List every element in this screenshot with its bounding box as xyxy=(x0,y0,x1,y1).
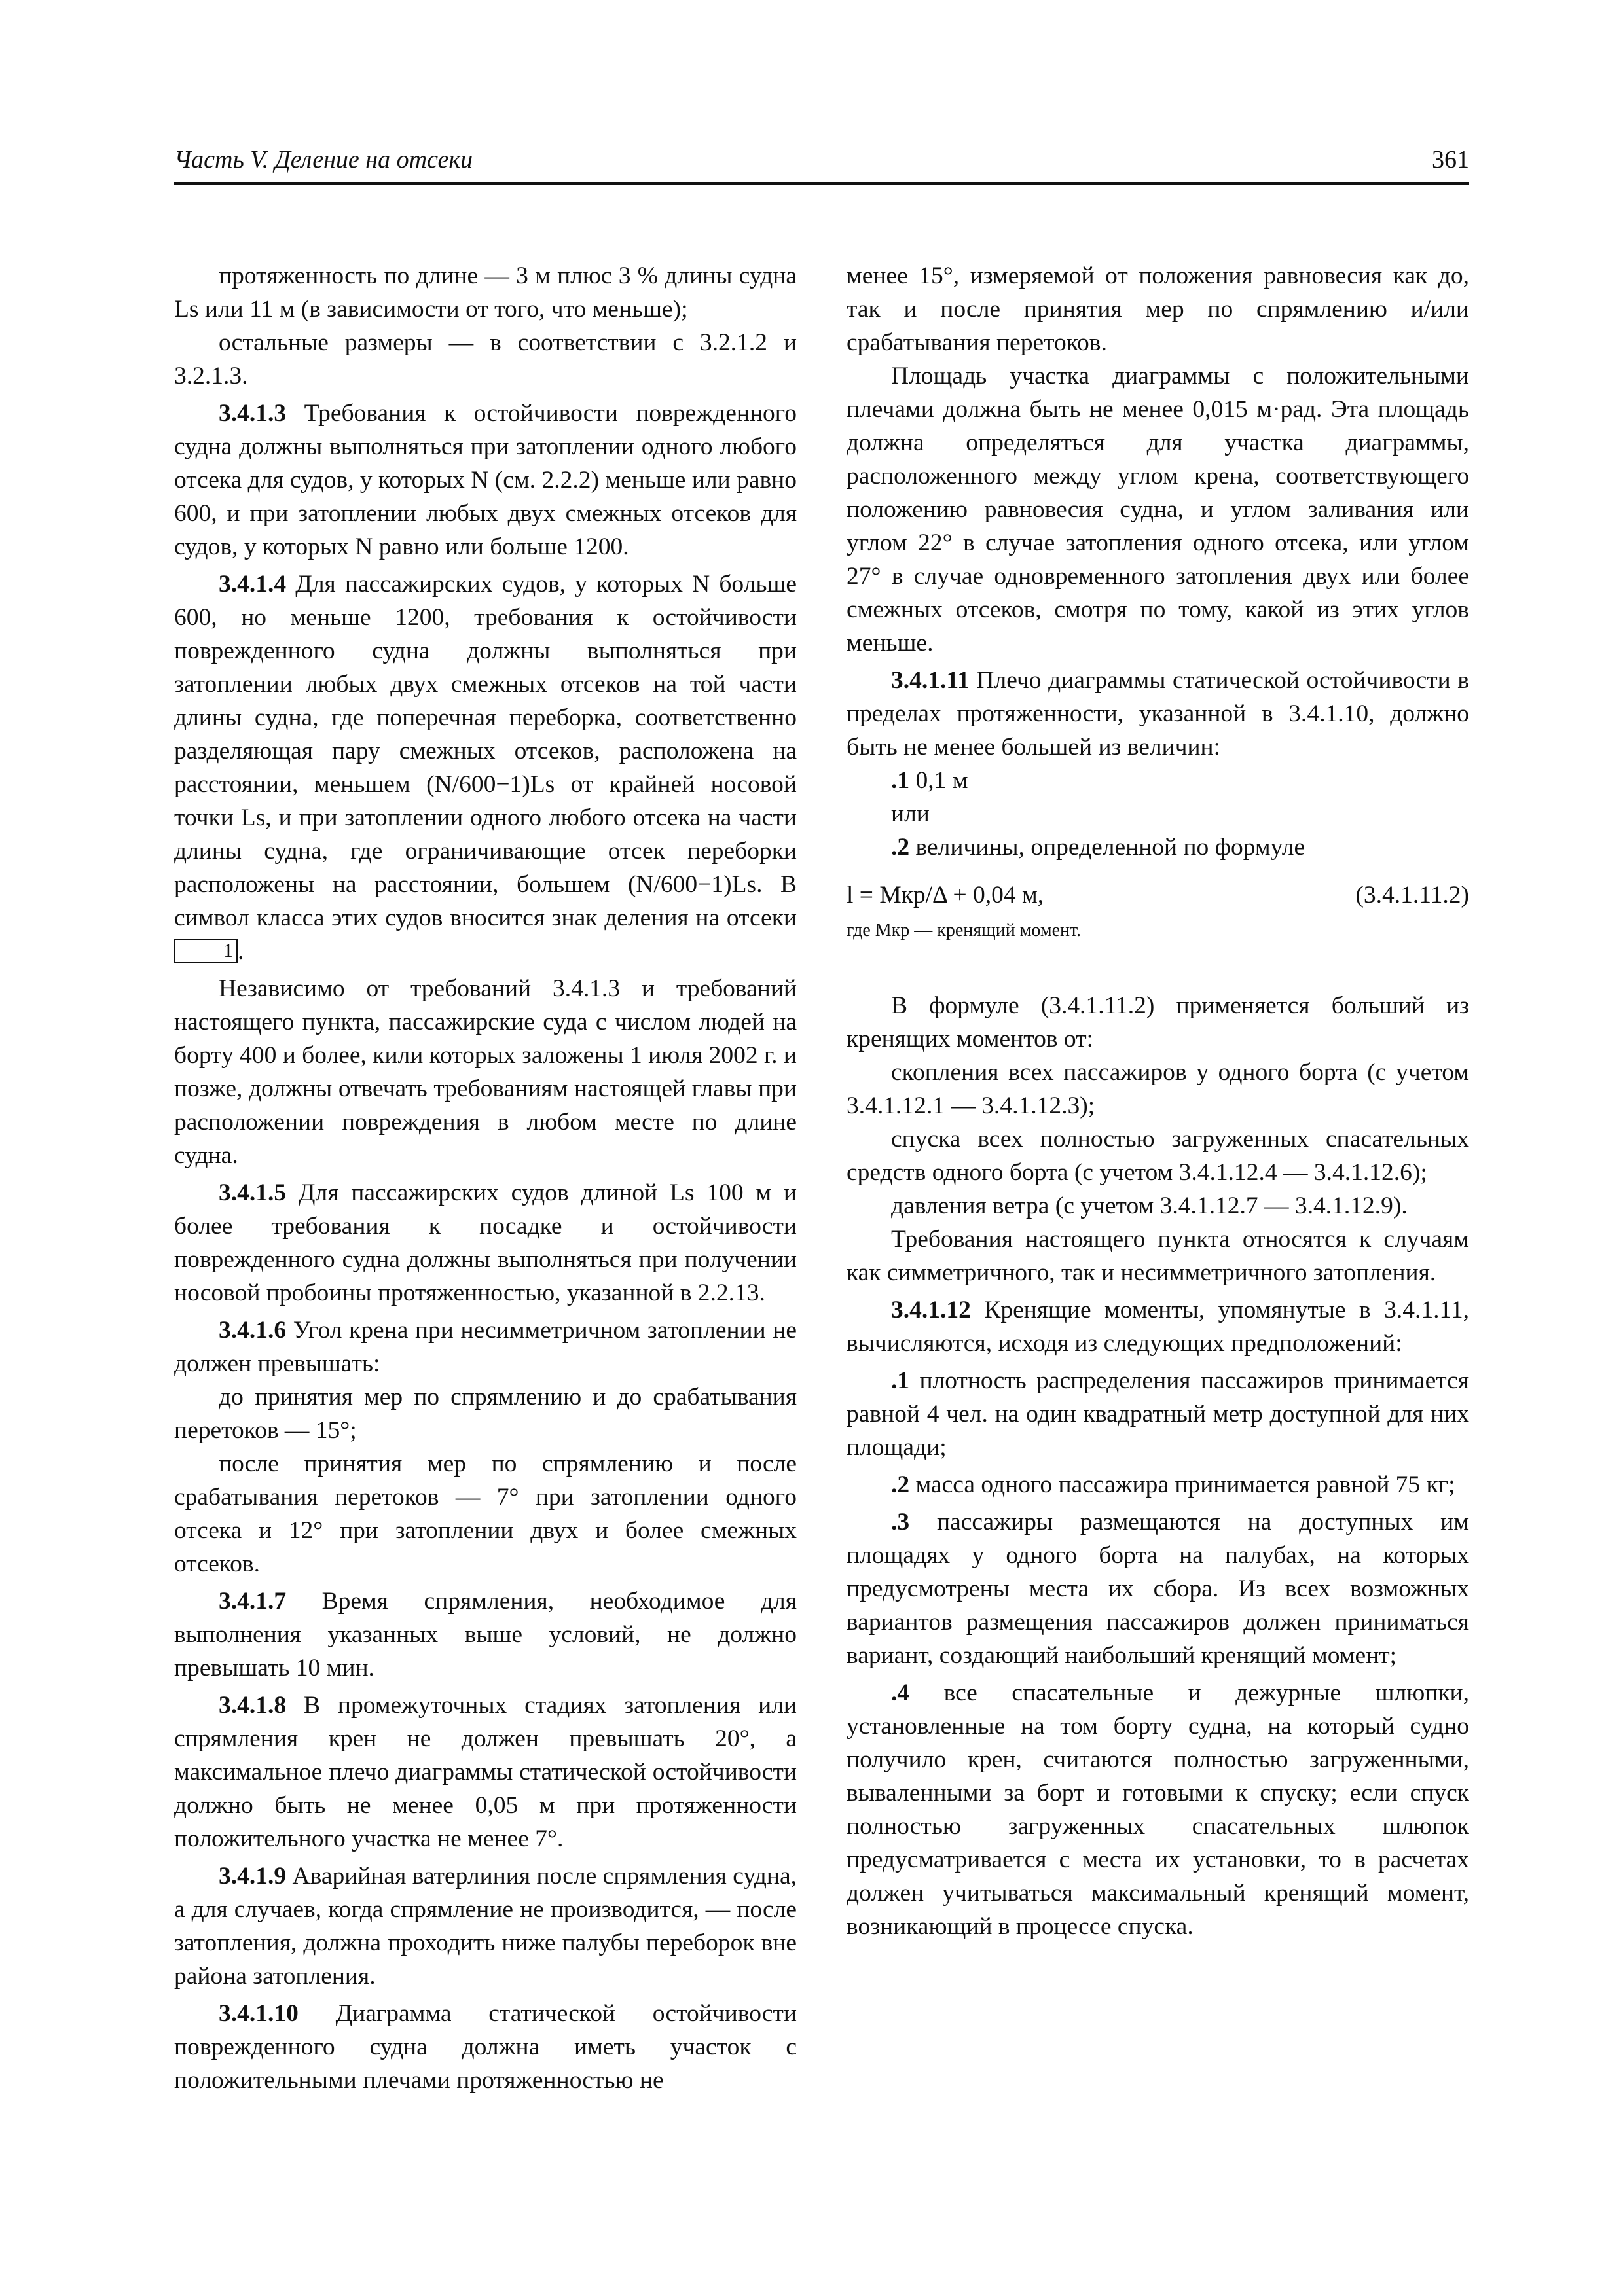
item-text: плотность распределения пассажиров принимается равной 4 чел. на один квадратный метр доступной для них площади; xyxy=(847,1367,1469,1461)
page-header xyxy=(174,145,1469,185)
section-3-4-1-5 xyxy=(174,1176,797,1310)
section-3-4-1-12 xyxy=(847,1293,1469,1360)
formula-label: (3.4.1.11.2) xyxy=(1355,882,1469,908)
formula xyxy=(847,878,1469,912)
section-number: 3.4.1.6 xyxy=(219,1317,287,1344)
paragraph: или xyxy=(891,800,930,827)
section-text: Плечо диаграммы статической остойчивости в пределах протяженности, указанной в 3.4.1.10, должно быть не менее большей из величин: xyxy=(847,667,1469,761)
item-text: 0,1 м xyxy=(909,767,968,794)
section-3-4-1-3 xyxy=(174,397,797,564)
section-number: 3.4.1.12 xyxy=(891,1297,971,1323)
formula-note: где Mкр — кренящий момент. xyxy=(847,920,1082,941)
paragraph: Площадь участка диаграммы с положительными плечами должна быть не менее 0,015 м·рад. Эта площадь должна определяться для участка диаграммы, расположенного между углом крена, соответствующего положению равновесия судна, и углом заливания или углом 22° в случае затопления одного отсека, или углом 27° в случае одновременного затопления двух или более смежных отсеков, смотря по тому, какой из этих углов меньше. xyxy=(847,363,1469,656)
list-item xyxy=(847,1505,1469,1672)
section-3-4-1-10 xyxy=(174,1997,797,2097)
paragraph: спуска всех полностью загруженных спасательных средств одного борта (с учетом 3.4.1.12.4 — 3.4.1.12.6); xyxy=(847,1126,1469,1186)
item-text: масса одного пассажира принимается равной 75 кг; xyxy=(909,1471,1455,1498)
item-number: .1 xyxy=(891,767,910,794)
section-number: 3.4.1.3 xyxy=(219,400,287,427)
section-text: Угол крена при несимметричном затоплении не должен превышать: xyxy=(174,1317,797,1377)
section-text-end: . xyxy=(238,938,244,965)
item-text: все спасательные и дежурные шлюпки, установленные на том борту судна, на который судно получило крен, считаются полностью загруженными, вываленными за борт и готовыми к спуску; если спуск полностью загруженных спасательных шлюпок предусматривается с места их установки, то в расчетах должен учитываться максимальный кренящий момент, возникающий в процессе спуска. xyxy=(847,1679,1469,1940)
paragraph: скопления всех пассажиров у одного борта (с учетом 3.4.1.12.1 — 3.4.1.12.3); xyxy=(847,1059,1469,1119)
paragraph: после принятия мер по спрямлению и после срабатывания перетоков — 7° при затоплении одного отсека и 12° при затоплении двух и более смежных отсеков. xyxy=(174,1450,797,1577)
paragraph: Независимо от требований 3.4.1.3 и требований настоящего пункта, пассажирские суда с числом людей на борту 400 и более, кили которых заложены 1 июля 2002 г. и позже, должны отвечать требованиям настоящей главы при расположении повреждения в любом месте по длине судна. xyxy=(174,975,797,1169)
item-number: .2 xyxy=(891,834,910,861)
paragraph: остальные размеры — в соответствии с 3.2.1.2 и 3.2.1.3. xyxy=(174,329,797,389)
right-column xyxy=(847,259,1469,1943)
section-3-4-1-9 xyxy=(174,1859,797,1993)
paragraph: давления ветра (с учетом 3.4.1.12.7 — 3.4.1.12.9). xyxy=(891,1193,1408,1219)
section-text: Требования к остойчивости поврежденного судна должны выполняться при затоплении одного любого отсека для судов, у которых N (см. 2.2.2) меньше или равно 600, и при затоплении любых двух смежных отсеков для судов, у которых N равно или больше 1200. xyxy=(174,400,797,560)
section-text: Аварийная ватерлиния после спрямления судна, а для случаев, когда спрямление не производится, — после затопления, должна проходить ниже палубы переборок вне района затопления. xyxy=(174,1863,797,1990)
paragraph: до принятия мер по спрямлению и до срабатывания перетоков — 15°; xyxy=(174,1384,797,1444)
section-text: Кренящие моменты, упомянутые в 3.4.1.11, вычисляются, исходя из следующих предположений: xyxy=(847,1297,1469,1357)
item-number: .2 xyxy=(891,1471,910,1498)
section-number: 3.4.1.8 xyxy=(219,1692,287,1719)
section-number: 3.4.1.10 xyxy=(219,2000,299,2027)
subdivision-mark: 1 xyxy=(174,939,238,963)
section-3-4-1-7 xyxy=(174,1585,797,1685)
item-text: пассажиры размещаются на доступных им площадях у одного борта на палубах, на которых предусмотрены места их сбора. Из всех возможных вариантов размещения пассажиров должен приниматься вариант, создающий наибольший кренящий момент; xyxy=(847,1509,1469,1669)
section-number: 3.4.1.7 xyxy=(219,1588,287,1615)
item-number: .3 xyxy=(891,1509,910,1535)
section-text: Время спрямления, необходимое для выполнения указанных выше условий, не должно превышать 10 мин. xyxy=(174,1588,797,1681)
section-number: 3.4.1.11 xyxy=(891,667,970,694)
list-item xyxy=(847,764,1469,797)
section-number: 3.4.1.5 xyxy=(219,1179,287,1206)
formula-expression: l = Mкр/Δ + 0,04 м, xyxy=(847,882,1044,908)
section-text: Для пассажирских судов длиной Ls 100 м и более требования к посадке и остойчивости поврежденного судна должны выполняться при получении носовой пробоины протяженностью, указанной в 2.2.13. xyxy=(174,1179,797,1306)
section-text: Диаграмма статической остойчивости поврежденного судна должна иметь участок с положительными плечами протяженностью не xyxy=(174,2000,797,2094)
list-item xyxy=(847,1468,1469,1501)
list-item xyxy=(847,831,1469,864)
paragraph: менее 15°, измеряемой от положения равновесия как до, так и после принятия мер по спрямлению и/или срабатывания перетоков. xyxy=(847,262,1469,356)
item-number: .1 xyxy=(891,1367,910,1394)
section-3-4-1-8 xyxy=(174,1689,797,1856)
list-item xyxy=(847,1676,1469,1943)
section-text: В промежуточных стадиях затопления или спрямления крен не должен превышать 20°, а максимальное плечо диаграммы статической остойчивости должно быть не менее 0,05 м при протяженности положительного участка не менее 7°. xyxy=(174,1692,797,1852)
section-number: 3.4.1.9 xyxy=(219,1863,287,1890)
item-text: величины, определенной по формуле xyxy=(909,834,1305,861)
section-number: 3.4.1.4 xyxy=(219,571,287,598)
paragraph: протяженность по длине — 3 м плюс 3 % длины судна Ls или 11 м (в зависимости от того, что меньше); xyxy=(174,262,797,323)
section-3-4-1-11 xyxy=(847,664,1469,764)
section-3-4-1-6 xyxy=(174,1314,797,1380)
section-text: Для пассажирских судов, у которых N больше 600, но меньше 1200, требования к остойчивости поврежденного судна должны выполняться при затоплении любых двух смежных отсеков на той части длины судна, где поперечная переборка, соответственно разделяющая пару смежных отсеков, расположена на расстоянии, меньшем (N/600−1)Ls от крайней носовой точки Ls, и при затоплении одного любого отсека на части длины судна, где ограничивающие отсек переборки расположены на расстоянии, большем (N/600−1)Ls. В символ класса этих судов вносится знак деления на отсеки xyxy=(174,571,797,931)
section-3-4-1-4 xyxy=(174,567,797,968)
list-item xyxy=(847,1364,1469,1464)
paragraph: Требования настоящего пункта относятся к случаям как симметричного, так и несимметричного затопления. xyxy=(847,1226,1469,1286)
left-column xyxy=(174,259,797,2097)
item-number: .4 xyxy=(891,1679,910,1706)
paragraph: В формуле (3.4.1.11.2) применяется больший из кренящих моментов от: xyxy=(847,992,1469,1052)
page-number: 361 xyxy=(1432,146,1469,173)
header-title: Часть V. Деление на отсеки xyxy=(174,146,473,173)
